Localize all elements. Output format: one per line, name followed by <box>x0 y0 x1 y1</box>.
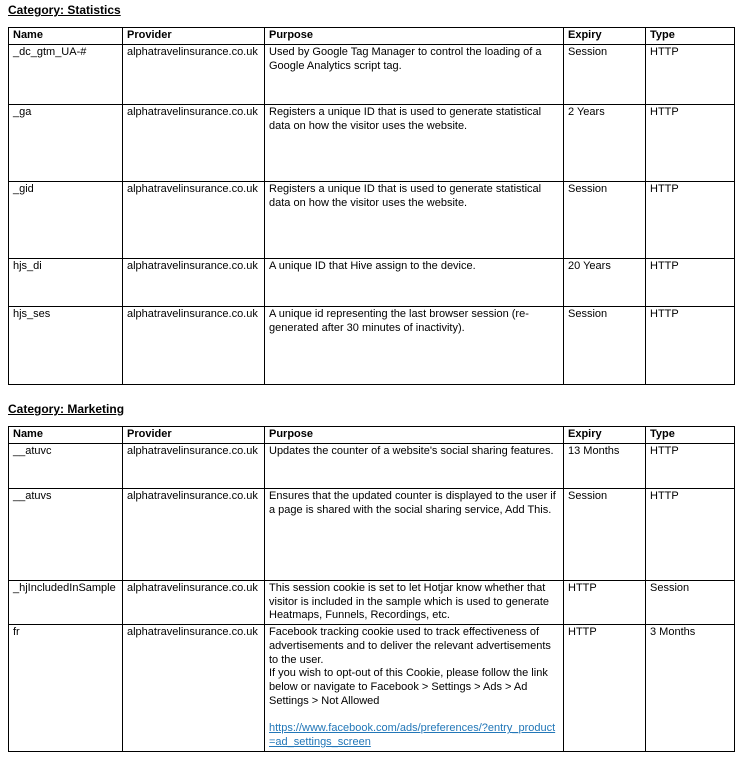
cell-expiry: 13 Months <box>564 443 646 488</box>
statistics-table-body <box>9 44 735 384</box>
header-row <box>9 28 735 45</box>
column-header-type: Type <box>646 28 735 45</box>
purpose-line: A unique ID that Hive assign to the device. <box>269 259 476 272</box>
column-header-expiry: Expiry <box>564 28 646 45</box>
cell-provider: alphatravelinsurance.co.uk <box>123 488 265 580</box>
cell-expiry: Session <box>564 306 646 384</box>
category-section-marketing <box>8 403 735 752</box>
purpose-line: Updates the counter of a website's social sharing features. <box>269 444 554 457</box>
cell-provider: alphatravelinsurance.co.uk <box>123 104 265 181</box>
category-heading-marketing: Category: Marketing <box>8 401 125 416</box>
cell-name: _dc_gtm_UA-# <box>9 44 123 104</box>
column-header-type: Type <box>646 427 735 444</box>
cell-type: HTTP <box>646 488 735 580</box>
cell-type: HTTP <box>646 44 735 104</box>
cell-name: __atuvc <box>9 443 123 488</box>
table-row <box>9 488 735 580</box>
cell-provider: alphatravelinsurance.co.uk <box>123 44 265 104</box>
purpose-line: Registers a unique ID that is used to generate statistical data on how the visitor uses the website. <box>269 105 542 132</box>
cell-provider: alphatravelinsurance.co.uk <box>123 625 265 752</box>
cell-type: 3 Months <box>646 625 735 752</box>
column-header-provider: Provider <box>123 427 265 444</box>
category-heading-statistics: Category: Statistics <box>8 3 121 17</box>
cell-expiry: 20 Years <box>564 258 646 306</box>
cell-expiry: HTTP <box>564 625 646 752</box>
purpose-line: Used by Google Tag Manager to control the loading of a Google Analytics script tag. <box>269 45 542 72</box>
cell-purpose <box>265 44 564 104</box>
cell-purpose <box>265 580 564 624</box>
cell-expiry: Session <box>564 181 646 258</box>
cell-purpose <box>265 258 564 306</box>
cell-expiry: Session <box>564 44 646 104</box>
purpose-line: A unique id representing the last browser session (re-generated after 30 minutes of inactivity). <box>269 307 529 334</box>
cell-provider: alphatravelinsurance.co.uk <box>123 258 265 306</box>
purpose-line: Registers a unique ID that is used to generate statistical data on how the visitor uses the website. <box>269 182 542 209</box>
purpose-line: Ensures that the updated counter is displayed to the user if a page is shared with the social sharing service, Add This. <box>269 489 556 516</box>
cell-provider: alphatravelinsurance.co.uk <box>123 306 265 384</box>
purpose-line: Facebook tracking cookie used to track effectiveness of advertisements and to deliver the relevant advertisements to the user. <box>269 626 551 666</box>
cell-expiry: HTTP <box>564 580 646 624</box>
cell-type: HTTP <box>646 258 735 306</box>
table-row <box>9 181 735 258</box>
marketing-table-body <box>9 443 735 751</box>
purpose-line: If you wish to opt-out of this Cookie, please follow the link below or navigate to Facebook > Settings > Ads > Ad Settings > Not Allowed <box>269 667 548 707</box>
statistics-cookie-table <box>8 27 735 385</box>
column-header-purpose: Purpose <box>265 427 564 444</box>
cell-purpose <box>265 104 564 181</box>
cell-type: HTTP <box>646 181 735 258</box>
cell-purpose <box>265 488 564 580</box>
cell-name: _gid <box>9 181 123 258</box>
facebook-ads-preferences-link[interactable]: https://www.facebook.com/ads/preferences/?entry_product=ad_settings_screen <box>269 722 556 749</box>
column-header-purpose: Purpose <box>265 28 564 45</box>
cell-type: HTTP <box>646 306 735 384</box>
purpose-line <box>269 709 559 723</box>
header-row <box>9 427 735 444</box>
cell-name: __atuvs <box>9 488 123 580</box>
table-row <box>9 44 735 104</box>
column-header-expiry: Expiry <box>564 427 646 444</box>
cell-provider: alphatravelinsurance.co.uk <box>123 580 265 624</box>
cell-name: _ga <box>9 104 123 181</box>
cell-name: hjs_di <box>9 258 123 306</box>
cell-purpose <box>265 443 564 488</box>
column-header-provider: Provider <box>123 28 265 45</box>
cell-purpose <box>265 181 564 258</box>
cell-provider: alphatravelinsurance.co.uk <box>123 443 265 488</box>
cell-expiry: Session <box>564 488 646 580</box>
cell-type: HTTP <box>646 104 735 181</box>
column-header-name: Name <box>9 28 123 45</box>
cell-name: fr <box>9 625 123 752</box>
table-row <box>9 580 735 624</box>
column-header-name: Name <box>9 427 123 444</box>
table-row <box>9 625 735 752</box>
table-row <box>9 104 735 181</box>
cell-name: _hjIncludedInSample <box>9 580 123 624</box>
marketing-cookie-table <box>8 426 735 752</box>
table-row <box>9 258 735 306</box>
category-section-statistics <box>8 4 735 385</box>
table-row <box>9 306 735 384</box>
cell-provider: alphatravelinsurance.co.uk <box>123 181 265 258</box>
cell-type: HTTP <box>646 443 735 488</box>
cell-expiry: 2 Years <box>564 104 646 181</box>
cell-type: Session <box>646 580 735 624</box>
table-row <box>9 443 735 488</box>
cell-purpose <box>265 625 564 752</box>
purpose-line: This session cookie is set to let Hotjar know whether that visitor is included in the sample which is used to generate Heatmaps, Funnels, Recordings, etc. <box>269 581 550 622</box>
cell-purpose <box>265 306 564 384</box>
cell-name: hjs_ses <box>9 306 123 384</box>
